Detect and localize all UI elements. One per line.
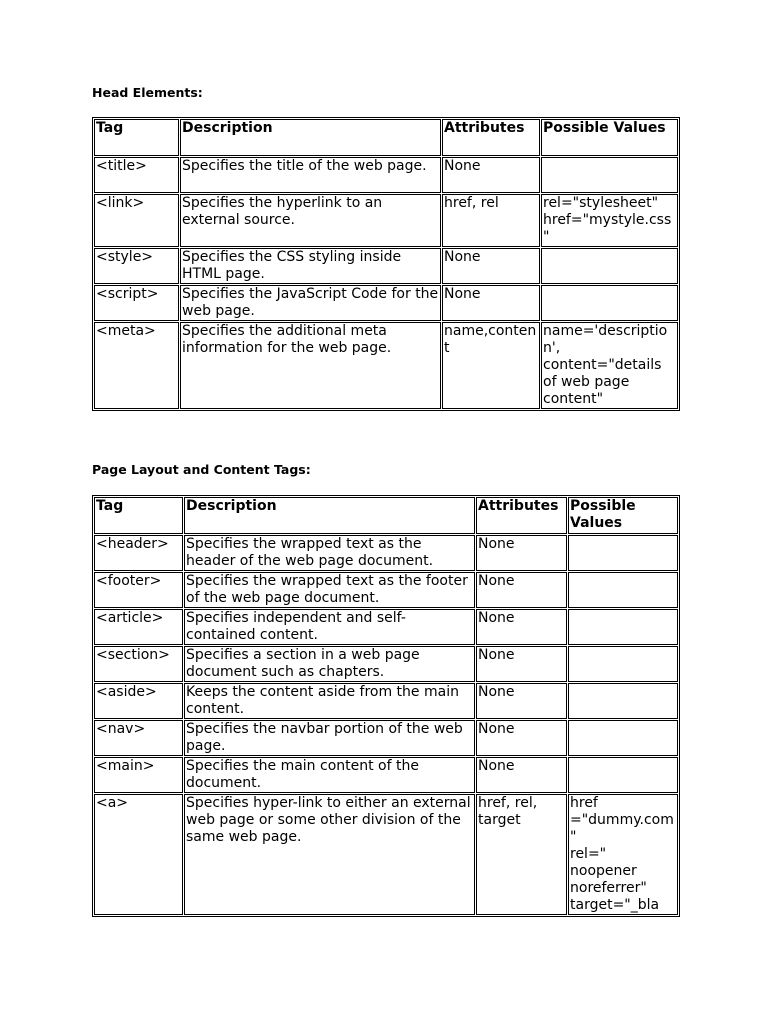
- cell-tag: <header>: [94, 535, 183, 571]
- head-elements-table: [92, 117, 680, 411]
- cell-description: Specifies the main content of the document.: [184, 757, 475, 793]
- cell-attributes: None: [476, 535, 567, 571]
- cell-attributes: None: [442, 248, 540, 284]
- table-row: [94, 794, 678, 915]
- cell-tag: <link>: [94, 194, 179, 247]
- cell-attributes: None: [476, 683, 567, 719]
- cell-attributes: None: [442, 157, 540, 193]
- cell-values: name='description', content="details of web page content": [541, 322, 678, 409]
- page-layout-table: [92, 495, 680, 917]
- cell-attributes: None: [476, 609, 567, 645]
- cell-values: [541, 248, 678, 284]
- header-description: Description: [180, 119, 441, 156]
- table-row: [94, 194, 678, 247]
- cell-description: Specifies the additional meta information for the web page.: [180, 322, 441, 409]
- header-attributes: Attributes: [476, 497, 567, 534]
- cell-attributes: href, rel, target: [476, 794, 567, 915]
- cell-description: Specifies a section in a web page document such as chapters.: [184, 646, 475, 682]
- cell-description: Keeps the content aside from the main content.: [184, 683, 475, 719]
- cell-tag: <a>: [94, 794, 183, 915]
- header-tag: Tag: [94, 497, 183, 534]
- cell-description: Specifies the CSS styling inside HTML page.: [180, 248, 441, 284]
- cell-tag: <section>: [94, 646, 183, 682]
- header-tag: Tag: [94, 119, 179, 156]
- cell-description: Specifies the hyperlink to an external source.: [180, 194, 441, 247]
- cell-attributes: None: [476, 572, 567, 608]
- cell-attributes: None: [476, 757, 567, 793]
- cell-tag: <script>: [94, 285, 179, 321]
- cell-description: Specifies hyper-link to either an external web page or some other division of the same web page.: [184, 794, 475, 915]
- cell-values: [568, 646, 678, 682]
- header-possible-values: Possible Values: [568, 497, 678, 534]
- cell-tag: <style>: [94, 248, 179, 284]
- cell-attributes: href, rel: [442, 194, 540, 247]
- table-row: [94, 646, 678, 682]
- cell-tag: <article>: [94, 609, 183, 645]
- cell-description: Specifies the JavaScript Code for the web page.: [182, 286, 443, 319]
- page-layout-title: Page Layout and Content Tags:: [92, 462, 311, 477]
- cell-values: [568, 572, 678, 608]
- header-possible-values: Possible Values: [541, 119, 678, 156]
- table-row: [94, 609, 678, 645]
- cell-values: [568, 683, 678, 719]
- table-row: [94, 757, 678, 793]
- table-row: [94, 322, 678, 409]
- cell-tag: <title>: [94, 157, 179, 193]
- cell-values: [568, 535, 678, 571]
- cell-description: Specifies independent and self-contained content.: [184, 609, 475, 645]
- cell-description: Specifies the wrapped text as the header of the web page document.: [184, 535, 475, 571]
- cell-values: [541, 157, 678, 193]
- cell-values: href ="dummy.com" rel=" noopener noreferrer" target="_bla: [568, 794, 678, 915]
- cell-tag: <main>: [94, 757, 183, 793]
- table-row: [94, 157, 678, 193]
- head-elements-title: Head Elements:: [92, 85, 203, 100]
- cell-values: rel="stylesheet" href="mystyle.css": [541, 194, 678, 247]
- cell-values: [568, 757, 678, 793]
- cell-values: [541, 285, 678, 321]
- cell-attributes: None: [442, 285, 540, 321]
- cell-attributes: name,content: [442, 322, 540, 409]
- cell-tag: <footer>: [94, 572, 183, 608]
- table-row: [94, 248, 678, 284]
- table-row: [94, 285, 678, 321]
- header-attributes: Attributes: [442, 119, 540, 156]
- cell-tag: <nav>: [94, 720, 183, 756]
- table-row: [94, 720, 678, 756]
- cell-attributes: None: [476, 646, 567, 682]
- table-header-row: [94, 497, 678, 534]
- table-header-row: [94, 119, 678, 156]
- cell-tag: <meta>: [94, 322, 179, 409]
- cell-description: Specifies the navbar portion of the web page.: [184, 720, 475, 756]
- cell-description: Specifies the wrapped text as the footer of the web page document.: [184, 572, 475, 608]
- table-row: [94, 683, 678, 719]
- cell-tag: <aside>: [94, 683, 183, 719]
- cell-values: [568, 609, 678, 645]
- header-description: Description: [184, 497, 475, 534]
- table-row: [94, 535, 678, 571]
- cell-attributes: None: [476, 720, 567, 756]
- cell-description: Specifies the title of the web page.: [180, 157, 441, 193]
- table-row: [94, 572, 678, 608]
- cell-values: [568, 720, 678, 756]
